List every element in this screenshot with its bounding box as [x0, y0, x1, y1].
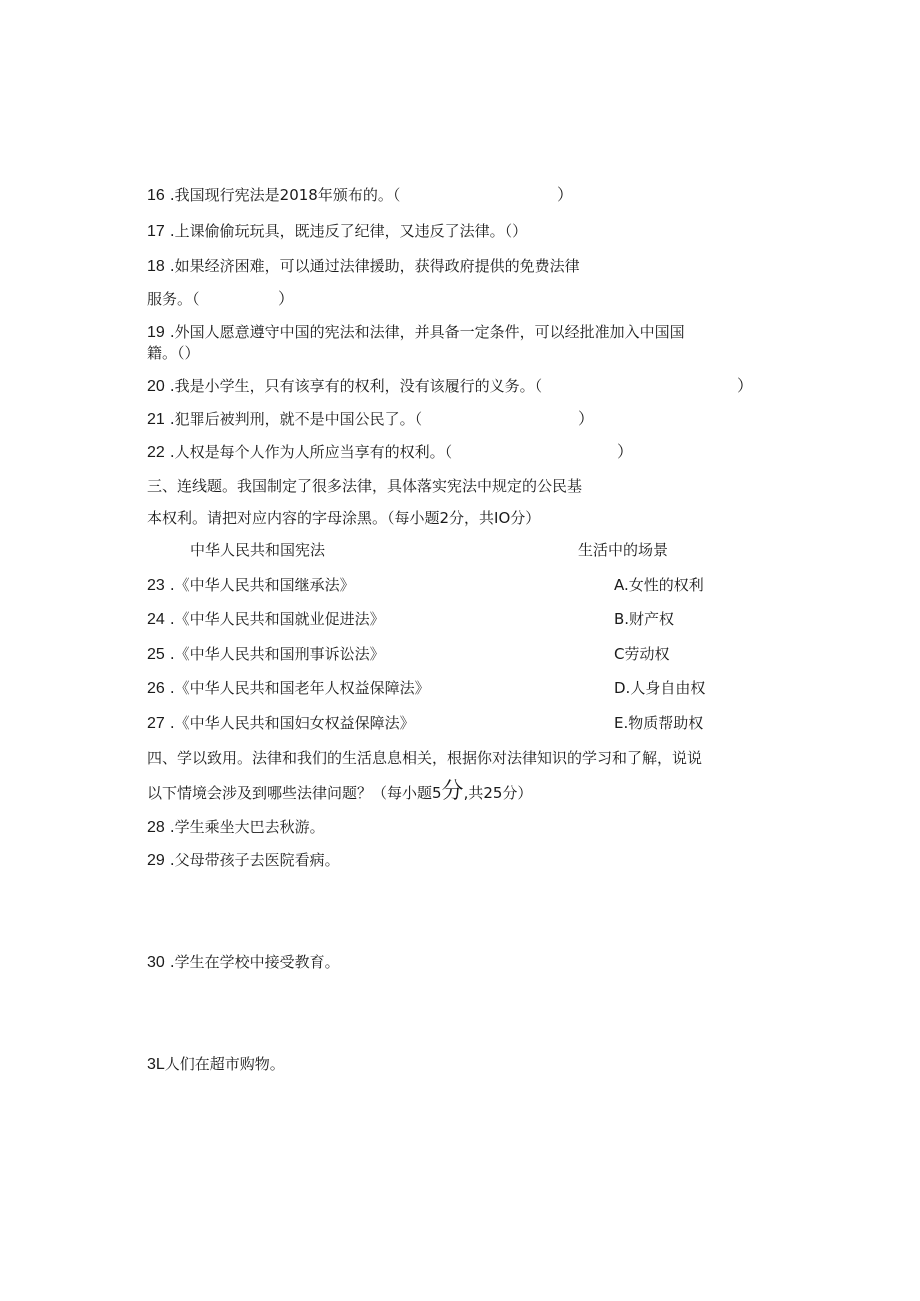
answer-bracket-close: ）: [278, 289, 295, 308]
scenario-29: [147, 850, 340, 871]
scenario-text: .学生在学校中接受教育。: [169, 953, 340, 971]
question-number: 28: [147, 819, 165, 836]
question-text: .人权是每个人作为人所应当享有的权利。（: [169, 443, 453, 461]
question-20: [147, 376, 542, 397]
right-column-header: 生活中的场景: [578, 541, 669, 559]
section3-heading-cont: 本权利。请把对应内容的字母涂黑。（每小题2分，共IO分）: [147, 509, 541, 527]
match-item-26: [147, 678, 430, 699]
question-text: .我是小学生，只有该享有的权利，没有该履行的义务。（: [169, 377, 543, 395]
question-number: 25: [147, 646, 165, 663]
scene-option-e: E.物质帮助权: [614, 714, 704, 732]
question-text: .外国人愿意遵守中国的宪法和法律，并具备一定条件，可以经批准加入中国国: [169, 323, 685, 341]
match-item-27: [147, 713, 415, 734]
left-column-header: 中华人民共和国宪法: [190, 541, 326, 559]
scenario-30: [147, 952, 340, 973]
question-number: 26: [147, 680, 165, 697]
question-text-cont: 籍。（）: [147, 344, 200, 362]
question-number: 23: [147, 577, 165, 594]
question-text: .如果经济困难，可以通过法律援助，获得政府提供的免费法律: [169, 257, 580, 275]
law-name: .《中华人民共和国就业促进法》: [169, 610, 385, 628]
question-number: 20: [147, 378, 165, 395]
section4-heading-cont: 以下情境会涉及到哪些法律问题？（每小题5分,共25分）: [147, 779, 533, 804]
law-name: .《中华人民共和国妇女权益保障法》: [169, 714, 415, 732]
match-item-23: [147, 575, 355, 596]
question-text: .犯罪后被判刑，就不是中国公民了。（: [169, 410, 423, 428]
law-name: .《中华人民共和国刑事诉讼法》: [169, 645, 385, 663]
question-21: [147, 409, 422, 430]
question-number: 21: [147, 411, 165, 428]
question-text: .上课偷偷玩玩具，既违反了纪律，又违反了法律。（）: [169, 222, 528, 240]
law-name: .《中华人民共和国继承法》: [169, 576, 355, 594]
question-18-continuation: [147, 289, 200, 309]
scenario-text: .父母带孩子去医院看病。: [169, 851, 340, 869]
section4-heading: 四、学以致用。法律和我们的生活息息相关，根据你对法律知识的学习和了解，说说: [147, 749, 703, 767]
question-number: 29: [147, 852, 165, 869]
question-number: 19: [147, 324, 165, 341]
scenario-text: 人们在超市购物。: [164, 1055, 285, 1073]
answer-bracket-close: ）: [557, 185, 574, 204]
section3-heading: 三、连线题。我国制定了很多法律，具体落实宪法中规定的公民基: [147, 477, 583, 495]
answer-bracket-close: ）: [737, 376, 754, 395]
question-number: 18: [147, 258, 165, 275]
question-19: [147, 322, 685, 343]
question-number: 27: [147, 715, 165, 732]
law-name: .《中华人民共和国老年人权益保障法》: [169, 679, 430, 697]
question-16: [147, 185, 400, 206]
scene-option-c: C劳动权: [614, 645, 670, 663]
question-text: .我国现行宪法是2018年颁布的。（: [169, 186, 401, 204]
match-item-25: [147, 644, 385, 665]
answer-bracket-close: ）: [617, 442, 634, 461]
question-22: [147, 442, 452, 463]
question-number: 16: [147, 187, 165, 204]
scenario-text: .学生乘坐大巴去秋游。: [169, 818, 325, 836]
scene-option-b: B.财产权: [614, 610, 675, 628]
question-17: [147, 221, 527, 242]
answer-bracket-close: ）: [578, 409, 595, 428]
match-item-24: [147, 609, 385, 630]
question-19-continuation: [147, 343, 200, 363]
question-number: 3L: [147, 1056, 165, 1073]
question-number: 24: [147, 611, 165, 628]
scene-option-a: A.女性的权利: [614, 576, 704, 594]
question-number: 17: [147, 223, 165, 240]
scene-option-d: D.人身自由权: [614, 679, 706, 697]
scenario-28: [147, 817, 325, 838]
scenario-31: [147, 1054, 285, 1075]
question-number: 22: [147, 444, 165, 461]
question-text-cont: 服务。（: [147, 290, 200, 308]
question-number: 30: [147, 954, 165, 971]
question-18: [147, 256, 580, 277]
